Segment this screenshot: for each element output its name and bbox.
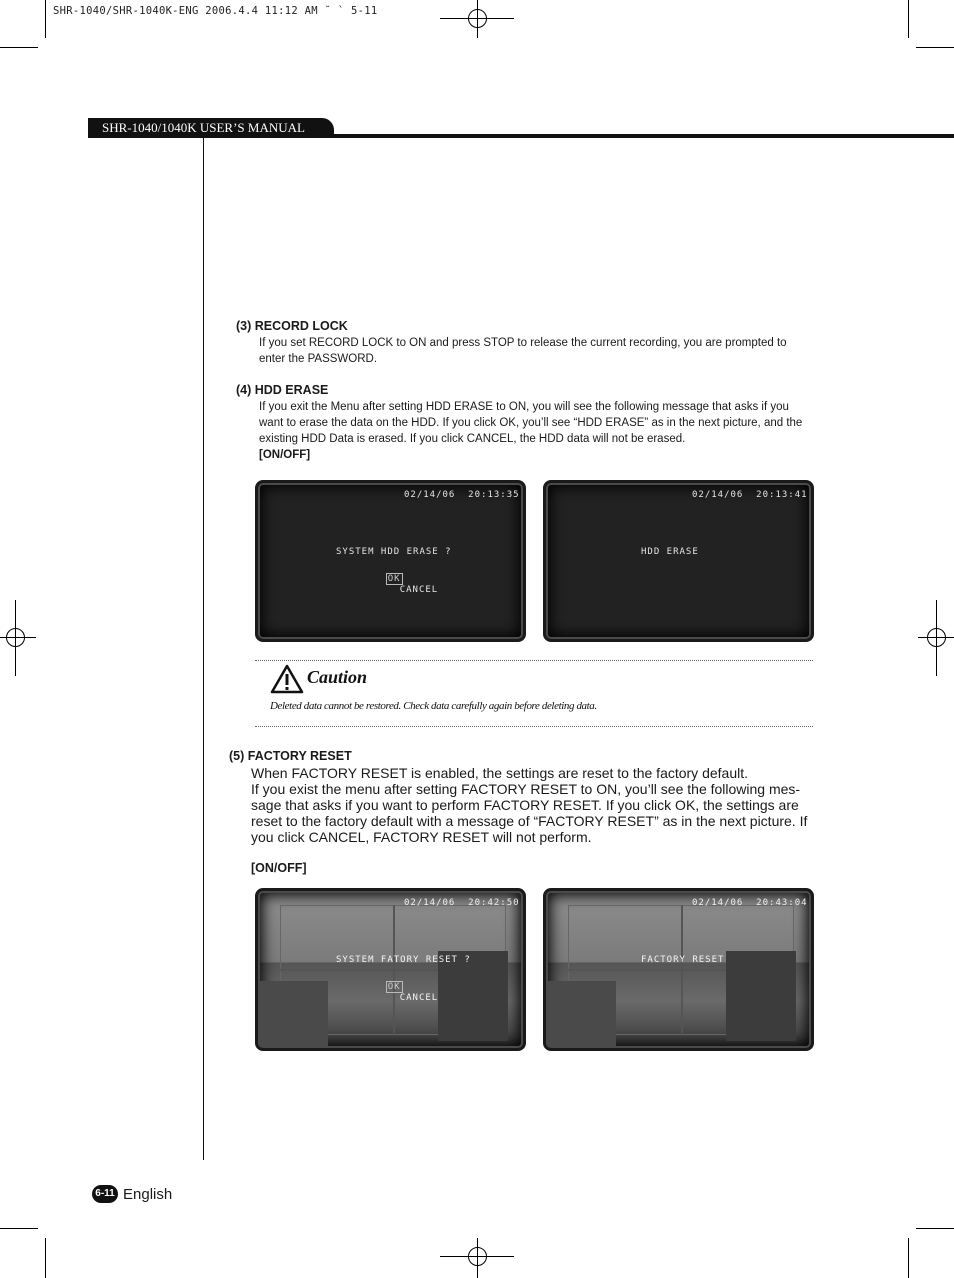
section-title-record-lock: (3) RECORD LOCK xyxy=(236,319,348,333)
registration-circle xyxy=(468,9,487,28)
crop-mark xyxy=(45,1238,46,1278)
crop-mark xyxy=(916,47,954,48)
osd-buttons xyxy=(360,563,438,605)
section-body-record-lock xyxy=(259,335,787,367)
text-line: want to erase the data on the HDD. If you click OK, you’ll see “HDD ERASE” as in the next picture, and the xyxy=(259,417,803,429)
registration-circle xyxy=(468,1247,487,1266)
manual-title: SHR-1040/1040K USER’S MANUAL xyxy=(88,118,334,137)
text-line: If you set RECORD LOCK to ON and press STOP to release the current recording, you are prompted to xyxy=(259,337,787,349)
osd-timestamp: 02/14/06 20:42:50 xyxy=(404,898,520,908)
osd-message: FACTORY RESET xyxy=(641,955,725,965)
screen-hdd-erase-confirm xyxy=(255,480,526,642)
print-job-header: SHR-1040/SHR-1040K-ENG 2006.4.4 11:12 AM ˘ ` 5-11 xyxy=(53,5,378,17)
caution-title: Caution xyxy=(307,667,368,687)
text-line: enter the PASSWORD. xyxy=(259,353,378,365)
ok-button[interactable]: OK xyxy=(387,982,401,992)
divider xyxy=(255,660,813,661)
scene-object xyxy=(726,951,796,1041)
text-line: If you exit the Menu after setting HDD ERASE to ON, you will see the following message that asks if you xyxy=(259,401,789,413)
scene-object xyxy=(258,981,328,1051)
section-title-hdd-erase: (4) HDD ERASE xyxy=(236,383,329,397)
options-label: [ON/OFF] xyxy=(259,449,311,461)
divider xyxy=(255,726,813,727)
osd-message: SYSTEM FATORY RESET ? xyxy=(336,955,471,965)
options-label: [ON/OFF] xyxy=(251,861,307,875)
crop-mark xyxy=(916,1228,954,1229)
crop-mark xyxy=(0,1228,38,1229)
registration-circle xyxy=(927,628,946,647)
margin-rule xyxy=(203,138,204,1160)
section-body-hdd-erase xyxy=(259,399,802,463)
registration-circle xyxy=(6,628,25,647)
osd-timestamp: 02/14/06 20:43:04 xyxy=(692,898,808,908)
text-line: reset to the factory default with a message of “FACTORY RESET” as in the next picture. If xyxy=(251,813,808,829)
osd-message: SYSTEM HDD ERASE ? xyxy=(336,547,452,557)
osd-timestamp: 02/14/06 20:13:35 xyxy=(404,490,520,500)
crop-mark xyxy=(45,0,46,38)
crop-mark xyxy=(0,47,38,48)
screen-hdd-erase-done xyxy=(543,480,814,642)
screen-factory-reset-confirm xyxy=(255,888,526,1051)
text-line: If you exist the menu after setting FACTORY RESET to ON, you’ll see the following mes- xyxy=(251,781,801,797)
text-line: When FACTORY RESET is enabled, the settings are reset to the factory default. xyxy=(251,765,748,781)
scene-object xyxy=(546,981,616,1051)
crop-mark xyxy=(908,1238,909,1278)
text-line: sage that asks if you want to perform FACTORY RESET. If you click OK, the settings are xyxy=(251,797,799,813)
crop-mark xyxy=(908,0,909,38)
caution-text: Deleted data cannot be restored. Check data carefully again before deleting data. xyxy=(270,700,597,712)
warning-triangle-icon xyxy=(270,664,304,694)
osd-message: HDD ERASE xyxy=(641,547,699,557)
section-body-factory-reset xyxy=(251,765,807,845)
cancel-button[interactable]: CANCEL xyxy=(399,585,439,595)
section-title-factory-reset: (5) FACTORY RESET xyxy=(229,749,352,763)
text-line: you click CANCEL, FACTORY RESET will not perform. xyxy=(251,829,592,845)
page-number-badge: 6-11 xyxy=(92,1185,118,1203)
osd-timestamp: 02/14/06 20:13:41 xyxy=(692,490,808,500)
text-line: existing HDD Data is erased. If you click CANCEL, the HDD data will not be erased. xyxy=(259,433,686,445)
ok-button[interactable]: OK xyxy=(387,574,401,584)
cancel-button[interactable]: CANCEL xyxy=(399,993,439,1003)
footer-language: English xyxy=(123,1186,173,1203)
screen-factory-reset-done xyxy=(543,888,814,1051)
osd-buttons xyxy=(360,971,438,1013)
